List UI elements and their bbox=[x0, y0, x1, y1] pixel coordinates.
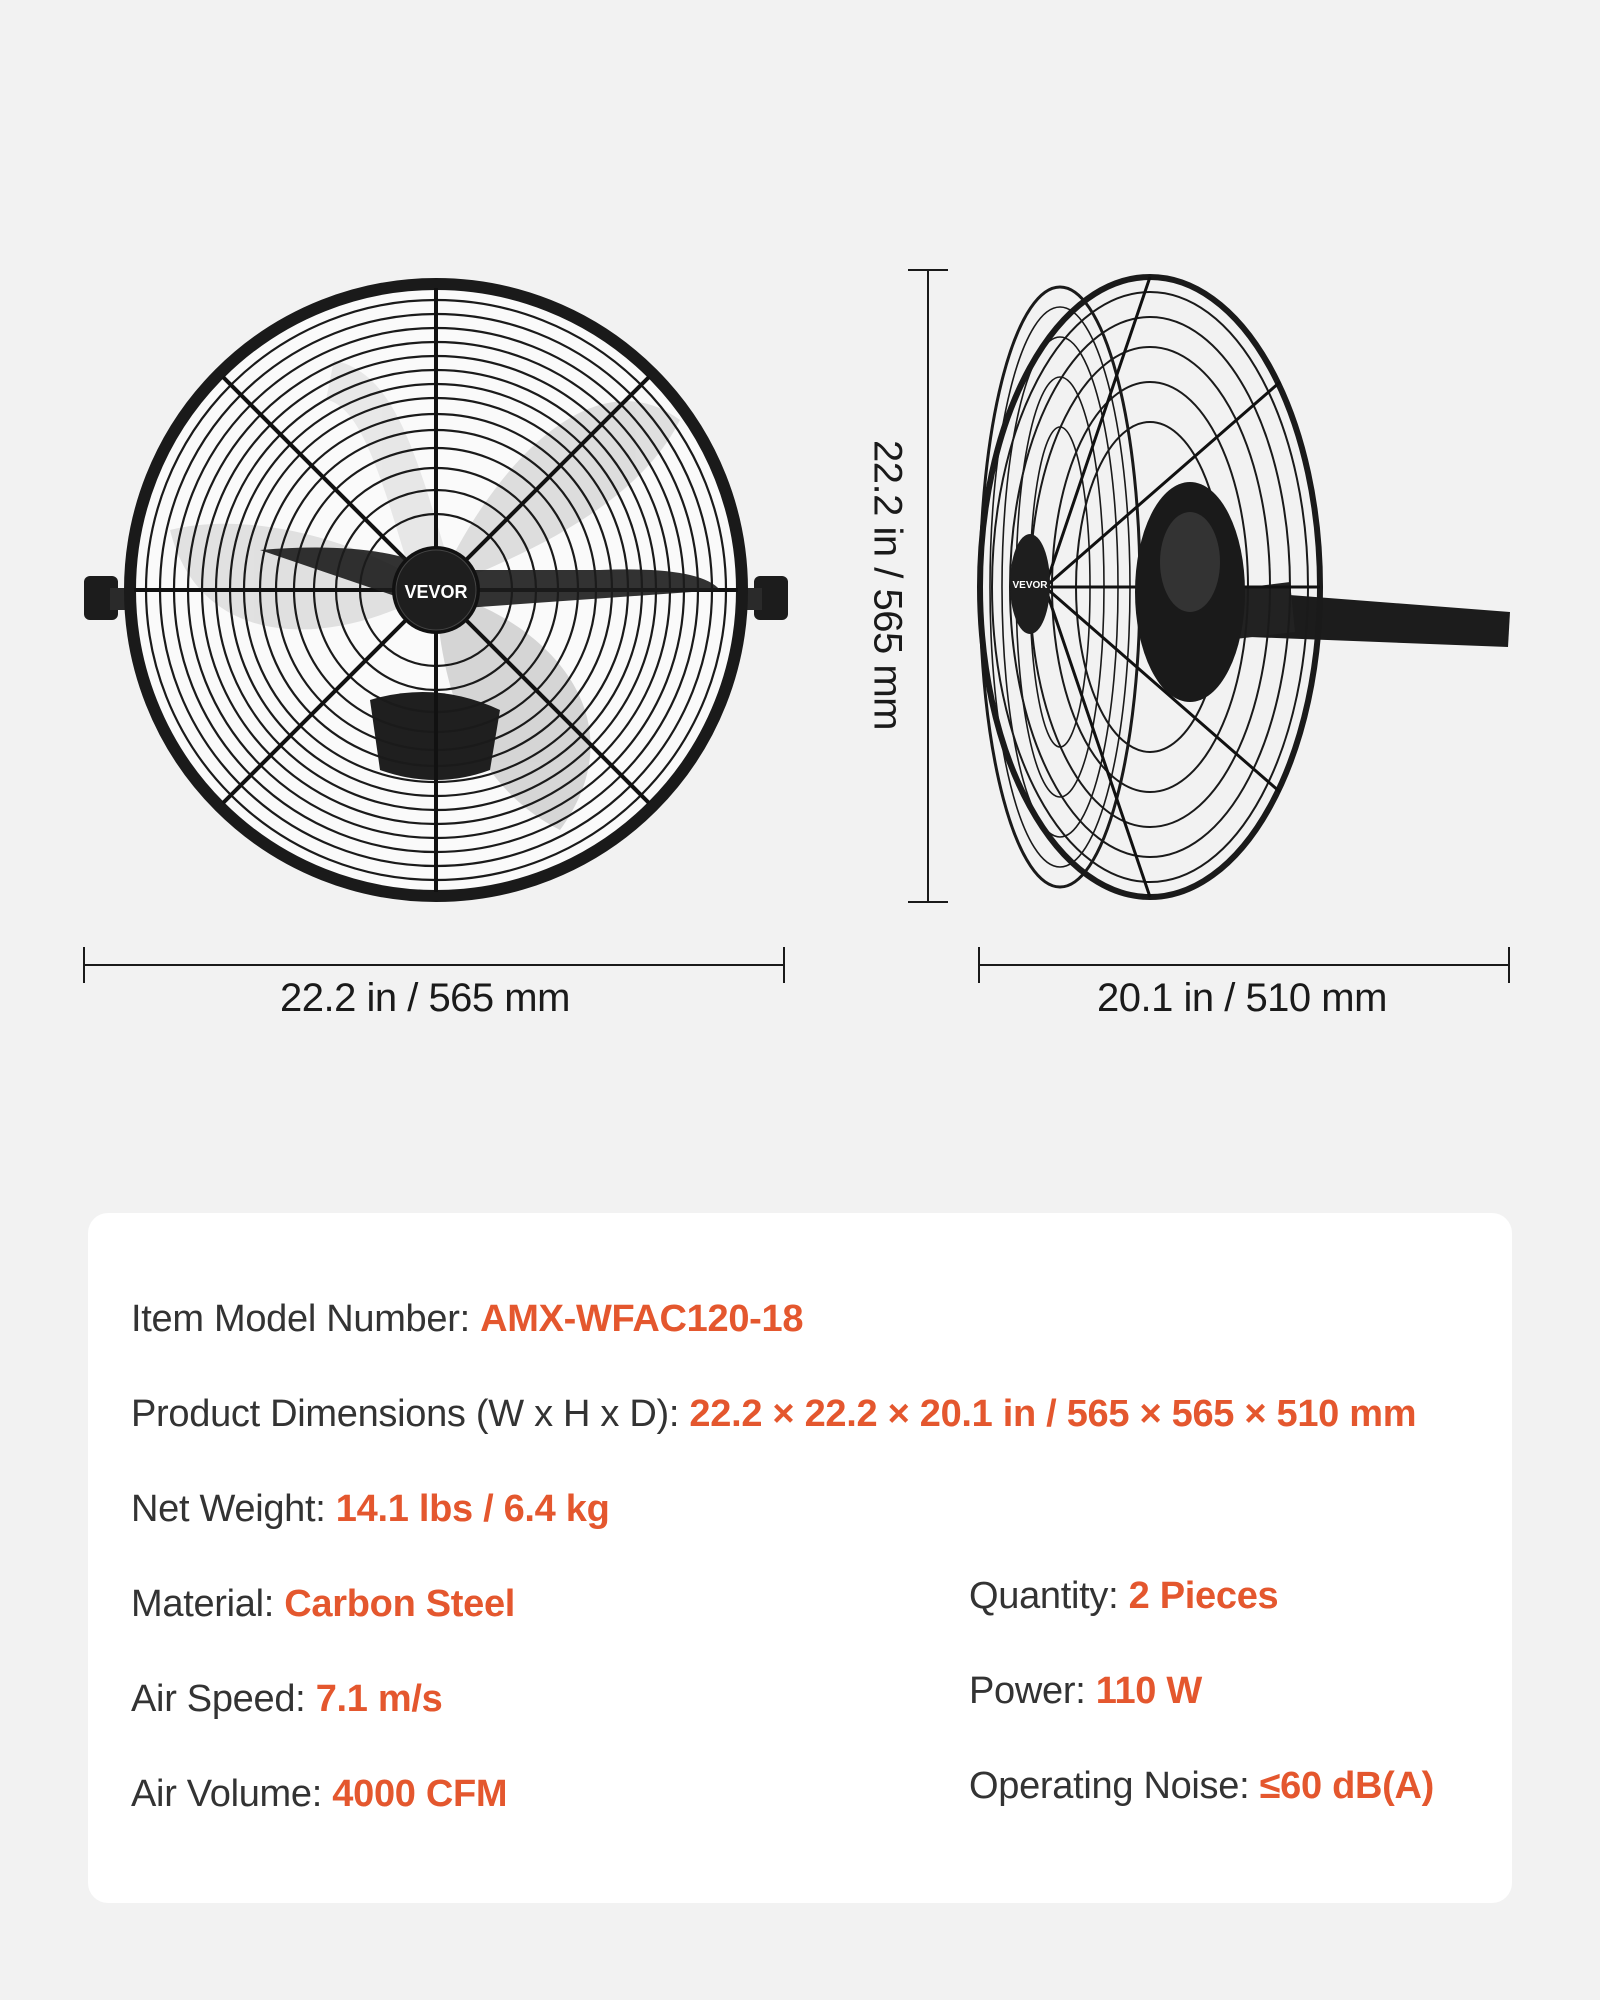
spec-weight-label: Net Weight: bbox=[131, 1488, 326, 1530]
spec-material-label: Material: bbox=[131, 1583, 275, 1625]
spec-power-value: 110 W bbox=[1095, 1670, 1202, 1712]
spec-weight-value: 14.1 lbs / 6.4 kg bbox=[335, 1488, 610, 1530]
spec-quantity-label: Quantity: bbox=[969, 1575, 1119, 1617]
spec-air-speed-label: Air Speed: bbox=[131, 1678, 306, 1720]
spec-dimensions-label: Product Dimensions (W x H x D): bbox=[131, 1393, 680, 1435]
front-width-label: 22.2 in / 565 mm bbox=[280, 976, 570, 1020]
spec-air-volume bbox=[131, 1773, 507, 1816]
fan-side-view bbox=[950, 262, 1520, 912]
spec-model-label: Item Model Number: bbox=[131, 1298, 470, 1340]
spec-quantity bbox=[969, 1575, 1278, 1618]
spec-dimensions bbox=[131, 1393, 1416, 1436]
spec-noise-value: ≤60 dB(A) bbox=[1259, 1765, 1435, 1807]
spec-air-speed bbox=[131, 1678, 442, 1721]
spec-weight bbox=[131, 1488, 610, 1531]
spec-model-value: AMX-WFAC120-18 bbox=[480, 1298, 804, 1340]
vevor-logo: VEVOR bbox=[404, 582, 468, 602]
side-depth-label: 20.1 in / 510 mm bbox=[1097, 976, 1387, 1020]
spec-quantity-value: 2 Pieces bbox=[1128, 1575, 1279, 1617]
spec-noise bbox=[969, 1765, 1434, 1808]
spec-air-speed-value: 7.1 m/s bbox=[315, 1678, 443, 1720]
vevor-logo-side: VEVOR bbox=[1012, 580, 1048, 591]
spec-power-label: Power: bbox=[969, 1670, 1086, 1712]
fan-front-view bbox=[80, 270, 800, 930]
spec-material bbox=[131, 1583, 515, 1626]
height-dimension-label: 22.2 in / 565 mm bbox=[865, 440, 910, 730]
spec-noise-label: Operating Noise: bbox=[969, 1765, 1250, 1807]
spec-model bbox=[131, 1298, 803, 1341]
spec-material-value: Carbon Steel bbox=[284, 1583, 516, 1625]
spec-power bbox=[969, 1670, 1202, 1713]
spec-air-volume-label: Air Volume: bbox=[131, 1773, 323, 1815]
spec-air-volume-value: 4000 CFM bbox=[332, 1773, 508, 1815]
spec-dimensions-value: 22.2 × 22.2 × 20.1 in / 565 × 565 × 510 mm bbox=[689, 1393, 1417, 1435]
